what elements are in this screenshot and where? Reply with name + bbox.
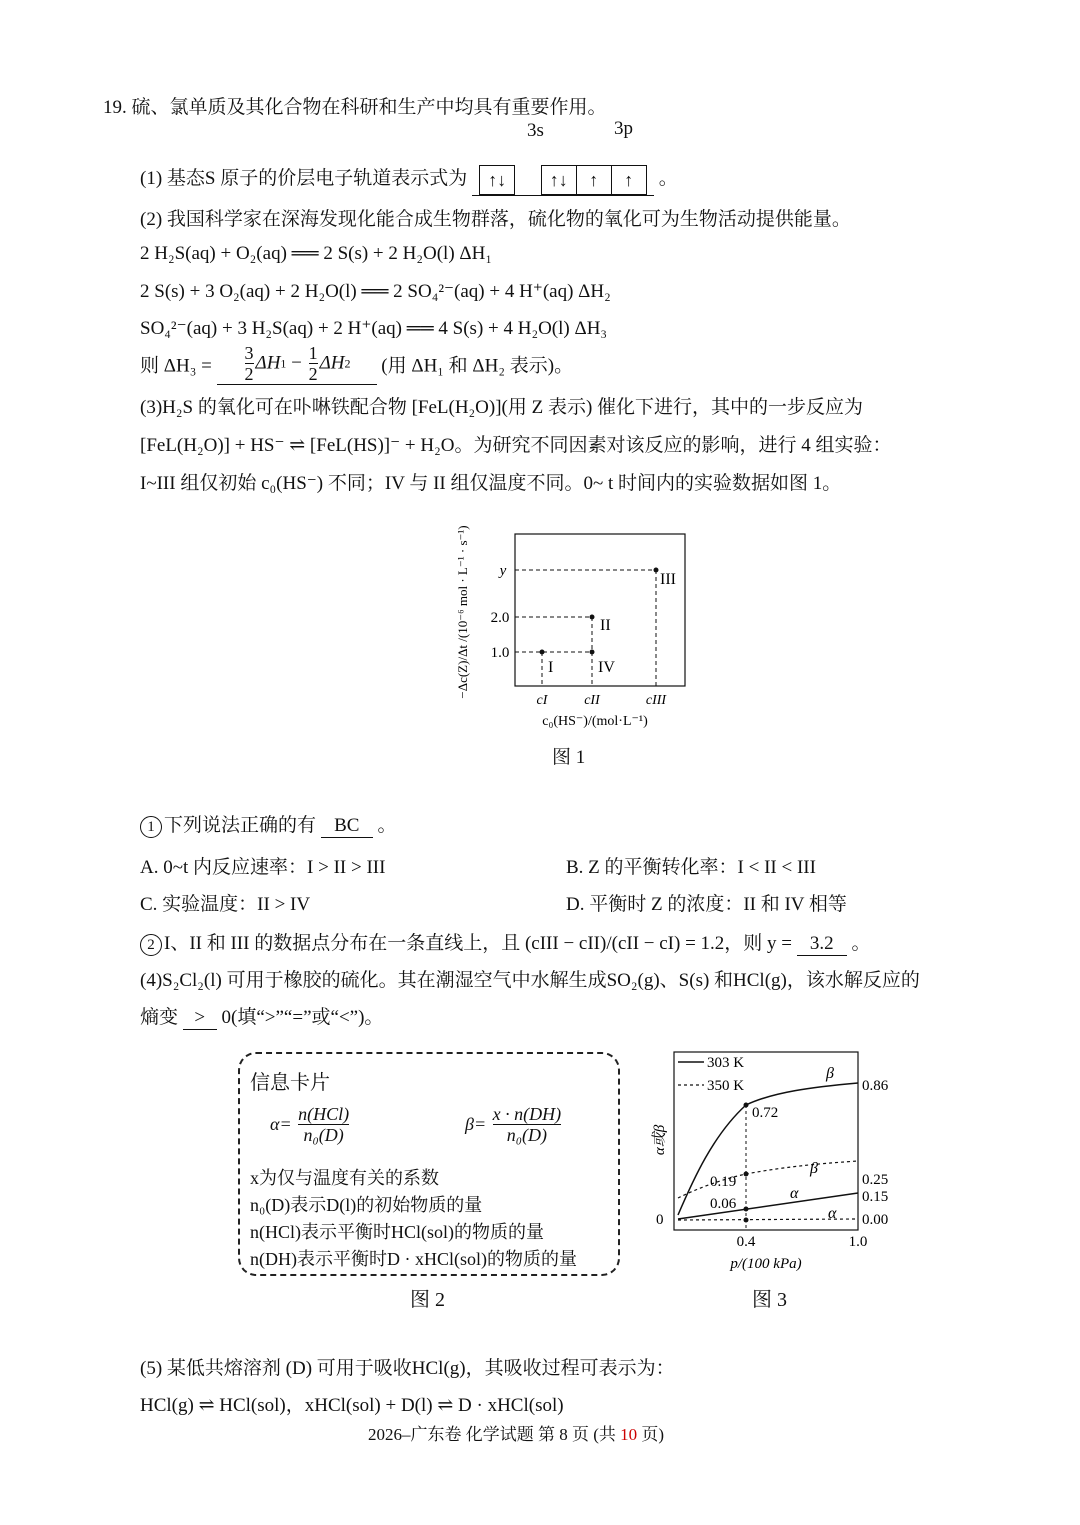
- part5-line1: (5) 某低共熔溶剂 (D) 可用于吸收HCl(g)，其吸收过程可表示为：: [140, 1358, 675, 1379]
- xtick-cIII: cIII: [645, 693, 667, 708]
- ytick-y: y: [499, 563, 507, 579]
- answer-prefix: 则 ΔH₃ =: [140, 355, 212, 377]
- orbital-answer-blank: [472, 165, 654, 196]
- beta-label-350K: β: [810, 1160, 818, 1177]
- xtick-cII: cII: [584, 693, 600, 708]
- option-B: B. Z 的平衡转化率：I < II < III: [566, 857, 816, 878]
- q2-end: 。: [851, 933, 871, 954]
- footer-end: 页): [641, 1425, 665, 1444]
- label-IV: IV: [598, 659, 615, 676]
- footer: [368, 1420, 664, 1445]
- x-axis-label: p/(100 kPa): [730, 1256, 802, 1272]
- part3-line1: (3)H₂S 的氧化可在卟啉铁配合物 [FeL(H₂O)](用 Z 表示) 催化下进行，其中的一步反应为: [140, 397, 864, 418]
- entropy-answer: >: [183, 1007, 217, 1030]
- answer-suffix: (用 ΔH₁ 和 ΔH₂ 表示)。: [381, 355, 574, 377]
- equation-2: 2 S(s) + 3 O₂(aq) + 2 H₂O(l) ══ 2 SO₄²⁻(aq) + 4 H⁺(aq) ΔH₂: [140, 281, 611, 302]
- point-III: [654, 568, 659, 573]
- alpha-label-303K: α: [790, 1185, 799, 1202]
- q2-answer: 3.2: [797, 933, 847, 956]
- option-A: A. 0~t 内反应速率：I > II > III: [140, 857, 386, 878]
- xtick-0.4: 0.4: [736, 1234, 756, 1250]
- q1-answer: BC: [321, 815, 373, 838]
- legend-350K: 350 K: [707, 1078, 745, 1094]
- beta-350K-curve: [678, 1161, 858, 1198]
- note-2: n₀(D)表示D(l)的初始物质的量: [250, 1195, 483, 1215]
- point-I: [540, 650, 545, 655]
- dh3-answer-blank: $\frac{3}{2}$ ΔH1 − $\frac{1}{2}$ ΔH2: [217, 343, 377, 385]
- q1-end: 。: [377, 815, 397, 836]
- label-I: I: [548, 659, 554, 676]
- alpha-denominator: n₀(D): [303, 1125, 344, 1145]
- ytick-1: 1.0: [490, 645, 510, 661]
- equation-1: 2 H₂S(aq) + O₂(aq) ══ 2 S(s) + 2 H₂O(l) ΔH₁: [140, 243, 492, 264]
- note-3: n(HCl)表示平衡时HCl(sol)的物质的量: [250, 1222, 544, 1242]
- note-4: n(DH)表示平衡时D · xHCl(sol)的物质的量: [250, 1249, 577, 1269]
- part3-line2: [FeL(H₂O)] + HS⁻ ⇌ [FeL(HS)]⁻ + H₂O。为研究不同因素对该反应的影响，进行 4 组实验：: [140, 435, 892, 456]
- alpha-formula: [270, 1104, 351, 1145]
- right-0.86: 0.86: [862, 1078, 889, 1094]
- beta-303K-curve: [678, 1083, 858, 1215]
- beta-formula: [465, 1104, 563, 1145]
- ytick-2: 2.0: [490, 610, 510, 626]
- orbital-box-3p-2: ↑: [577, 165, 612, 195]
- circled-1: 1: [140, 816, 162, 838]
- question-number: 19.: [103, 97, 127, 118]
- part5-line2: HCl(g) ⇌ HCl(sol)，xHCl(sol) + D(l) ⇌ D · xHCl(sol): [140, 1395, 564, 1416]
- note-1: x为仅与温度有关的系数: [250, 1168, 439, 1188]
- point-II: [590, 615, 595, 620]
- alpha-symbol: α=: [270, 1114, 292, 1134]
- figure-1-chart: [445, 512, 695, 732]
- subquestion-2: [140, 928, 871, 956]
- beta-symbol: β=: [465, 1114, 487, 1134]
- figure-1-caption: 图 1: [552, 747, 586, 768]
- q2-text: I、II 和 III 的数据点分布在一条直线上，且 (cIII − cII)/(cII − cI) = 1.2，则 y =: [164, 933, 793, 954]
- info-card-title: 信息卡片: [250, 1072, 330, 1094]
- xtick-cI: cI: [536, 693, 548, 708]
- footer-total-pages: 10: [620, 1425, 638, 1444]
- orbital-box-3p-3: ↑: [612, 165, 647, 195]
- label-III: III: [660, 571, 676, 588]
- y-axis-label: −Δc(Z)/Δt /(10⁻⁶ mol · L⁻¹ · s⁻¹): [455, 525, 470, 699]
- option-D: D. 平衡时 Z 的浓度：II 和 IV 相等: [566, 894, 847, 915]
- part1: [140, 163, 678, 196]
- part2-text: (2) 我国科学家在深海发现化能合成生物群落，硫化物的氧化可为生物活动提供能量。: [140, 209, 851, 230]
- orbital-box-3p-1: ↑↓: [541, 165, 577, 195]
- part1-text: (1) 基态S 原子的价层电子轨道表示式为: [140, 168, 468, 189]
- right-0.00: 0.00: [862, 1212, 889, 1228]
- question-title: 硫、氯单质及其化合物在科研和生产中均具有重要作用。: [131, 97, 607, 118]
- right-0.15: 0.15: [862, 1189, 889, 1205]
- part4-line2: [140, 1002, 383, 1030]
- question-19: [103, 92, 607, 119]
- figure-3-caption: 图 3: [752, 1289, 787, 1311]
- part2-answer: [140, 343, 573, 385]
- alpha-numerator: n(HCl): [298, 1104, 350, 1124]
- part4-line1: (4)S₂Cl₂(l) 可用于橡胶的硫化。其在潮湿空气中水解生成SO₂(g)、S(s) 和HCl(g)，该水解反应的: [140, 970, 920, 991]
- beta-label-303K: β: [826, 1065, 834, 1082]
- value-0.19: 0.19: [710, 1174, 737, 1190]
- q1-text: 下列说法正确的有: [164, 815, 317, 836]
- y-axis-label: α或β: [652, 1124, 668, 1156]
- figure-3-chart: [648, 1040, 918, 1280]
- part4-entropy-label: 熵变: [140, 1007, 179, 1028]
- point-IV: [590, 650, 595, 655]
- equation-3: SO₄²⁻(aq) + 3 H₂S(aq) + 2 H⁺(aq) ══ 4 S(s) + 4 H₂O(l) ΔH₃: [140, 318, 608, 339]
- label-3p: 3p: [614, 118, 633, 139]
- alpha-label-350K: α: [828, 1205, 837, 1222]
- x-axis-label: c₀(HS⁻)/(mol·L⁻¹): [542, 714, 648, 729]
- subquestion-1: [140, 810, 397, 838]
- circled-2: 2: [140, 934, 162, 956]
- part1-end: 。: [658, 168, 678, 189]
- figure-2-caption: 图 2: [410, 1289, 445, 1311]
- y-zero: 0: [656, 1212, 664, 1228]
- beta-numerator: x · n(DH): [492, 1104, 562, 1124]
- beta-denominator: n₀(D): [506, 1125, 547, 1145]
- xtick-1.0: 1.0: [848, 1234, 868, 1250]
- info-card: [238, 1052, 620, 1276]
- label-3s: 3s: [527, 120, 544, 141]
- value-0.06: 0.06: [710, 1196, 737, 1212]
- part4-fill-hint: 0(填“>”“=”或“<”)。: [221, 1007, 384, 1028]
- option-C: C. 实验温度：II > IV: [140, 894, 311, 915]
- value-0.72: 0.72: [752, 1105, 779, 1121]
- legend-303K: 303 K: [707, 1055, 745, 1071]
- orbital-box-3s: ↑↓: [479, 165, 515, 195]
- right-0.25: 0.25: [862, 1172, 889, 1188]
- label-II: II: [600, 617, 611, 634]
- footer-text: 2026–广东卷 化学试题 第 8 页 (共: [368, 1425, 616, 1444]
- part3-line3: I~III 组仅初始 c₀(HS⁻) 不同；IV 与 II 组仅温度不同。0~ t 时间内的实验数据如图 1。: [140, 473, 842, 494]
